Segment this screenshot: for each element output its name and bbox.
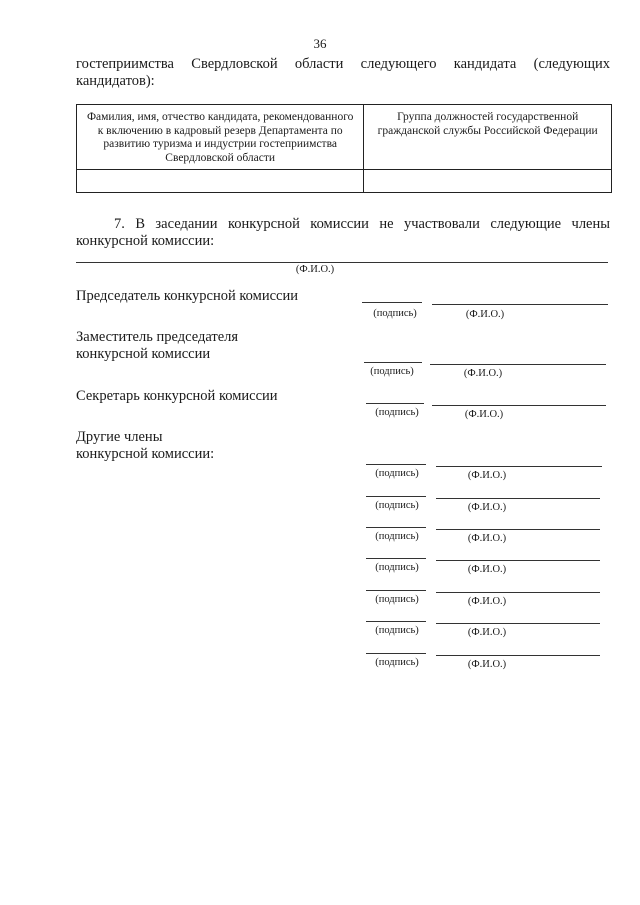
table-header-candidate: Фамилия, имя, отчество кандидата, рекомендованного к включению в кадровый резерв Департамента по развитию туризма и индустрии гостеприимства Свердловской области (77, 105, 364, 170)
intro-line-2: кандидатов): (76, 73, 155, 89)
member-signature-caption: (подпись) (375, 562, 419, 573)
member-signature-caption: (подпись) (375, 500, 419, 511)
member-fio-caption: (Ф.И.О.) (467, 533, 507, 544)
member-fio-line[interactable] (436, 466, 602, 467)
member-signature-line[interactable] (366, 558, 426, 559)
deputy-label-line-1: Заместитель председателя (76, 329, 239, 345)
section7-line-1: 7. В заседании конкурсной комиссии не участвовали следующие члены (114, 216, 610, 232)
deputy-signature-line[interactable] (364, 362, 422, 363)
member-signature-line[interactable] (366, 653, 426, 654)
candidates-table (76, 104, 612, 193)
member-signature-caption: (подпись) (375, 625, 419, 636)
member-fio-line[interactable] (436, 529, 600, 530)
member-signature-caption: (подпись) (375, 657, 419, 668)
member-fio-line[interactable] (436, 623, 600, 624)
secretary-signature-caption: (подпись) (375, 407, 419, 418)
member-fio-caption: (Ф.И.О.) (467, 564, 507, 575)
secretary-fio-line[interactable] (432, 405, 606, 406)
chair-fio-line[interactable] (432, 304, 608, 305)
member-fio-caption: (Ф.И.О.) (467, 470, 507, 481)
member-fio-caption: (Ф.И.О.) (467, 627, 507, 638)
intro-line-1: гостеприимства Свердловской области следующего кандидата (следующих (76, 56, 610, 72)
table-header-row (77, 105, 612, 170)
member-fio-caption: (Ф.И.О.) (467, 659, 507, 670)
member-fio-line[interactable] (436, 592, 600, 593)
deputy-label-line-2: конкурсной комиссии (76, 346, 211, 362)
table-cell-candidate[interactable] (77, 170, 364, 193)
deputy-fio-caption: (Ф.И.О.) (463, 368, 503, 379)
member-signature-line[interactable] (366, 590, 426, 591)
secretary-signature-line[interactable] (366, 403, 424, 404)
member-fio-caption: (Ф.И.О.) (467, 502, 507, 513)
member-signature-caption: (подпись) (375, 468, 419, 479)
secretary-label: Секретарь конкурсной комиссии (76, 388, 278, 404)
other-members-label-line-2: конкурсной комиссии: (76, 446, 215, 462)
page-number: 36 (313, 36, 327, 51)
deputy-signature-caption: (подпись) (370, 366, 414, 377)
chair-signature-caption: (подпись) (373, 308, 417, 319)
member-fio-line[interactable] (436, 560, 600, 561)
absent-members-fio-caption: (Ф.И.О.) (295, 264, 335, 275)
member-fio-line[interactable] (436, 498, 600, 499)
member-signature-line[interactable] (366, 464, 426, 465)
member-signature-line[interactable] (366, 496, 426, 497)
section7-line-2: конкурсной комиссии: (76, 233, 215, 249)
chair-signature-line[interactable] (362, 302, 422, 303)
absent-members-line[interactable] (76, 262, 608, 263)
chair-fio-caption: (Ф.И.О.) (465, 309, 505, 320)
member-signature-caption: (подпись) (375, 531, 419, 542)
member-signature-caption: (подпись) (375, 594, 419, 605)
member-signature-line[interactable] (366, 527, 426, 528)
secretary-fio-caption: (Ф.И.О.) (464, 409, 504, 420)
table-header-position-group: Группа должностей государственной гражданской службы Российской Федерации (364, 105, 612, 170)
other-members-label-line-1: Другие члены (76, 429, 163, 445)
table-cell-position-group[interactable] (364, 170, 612, 193)
member-signature-line[interactable] (366, 621, 426, 622)
member-fio-caption: (Ф.И.О.) (467, 596, 507, 607)
chair-label: Председатель конкурсной комиссии (76, 288, 298, 304)
table-row (77, 170, 612, 193)
member-fio-line[interactable] (436, 655, 600, 656)
deputy-fio-line[interactable] (430, 364, 606, 365)
